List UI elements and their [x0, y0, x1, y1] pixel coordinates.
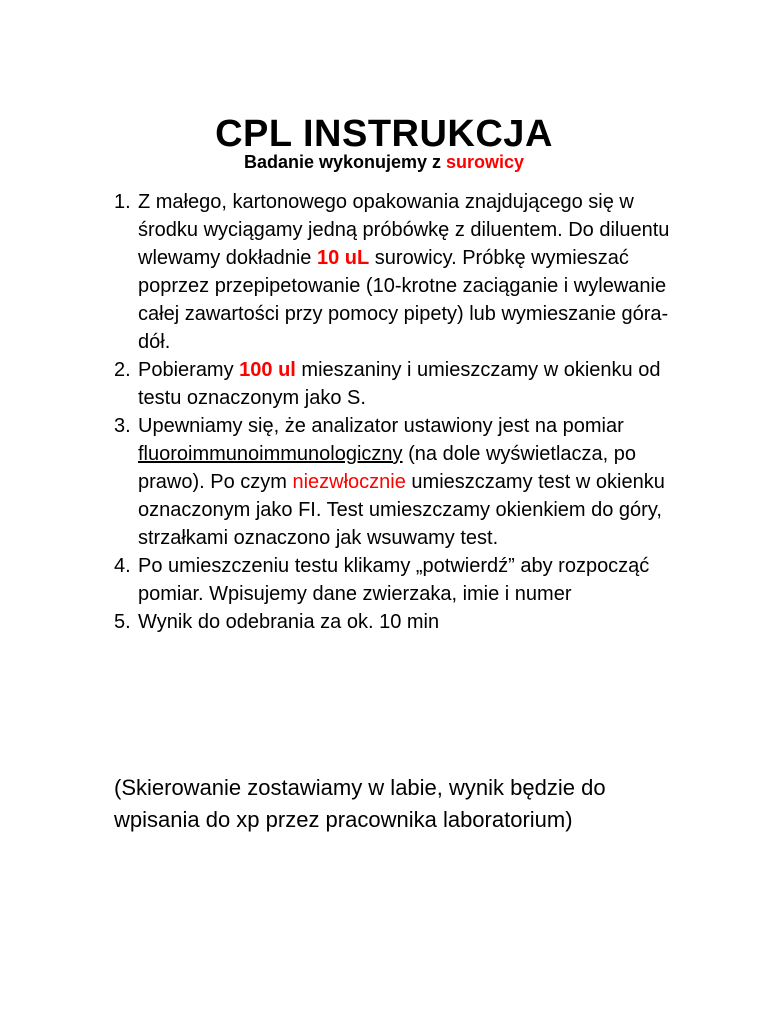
- step-number: 5.: [114, 611, 131, 633]
- list-item: [114, 412, 694, 552]
- step-highlight: 100 ul: [239, 359, 296, 381]
- step-underlined-term: fluoroimmunoimmunologiczny: [138, 443, 403, 465]
- step-text: Po umieszczeniu testu klikamy „potwierdź” aby rozpocząć pomiar. Wpisujemy dane zwierzaka, imie i numer: [138, 555, 650, 605]
- instruction-list: [114, 188, 694, 636]
- list-item: [114, 608, 694, 636]
- step-number: 1.: [114, 191, 131, 213]
- step-text: Z małego, kartonowego opakowania znajdującego się w środku wyciągamy jedną próbówkę z diluentem. Do diluentu wlewamy dokładnie: [138, 191, 670, 269]
- step-highlight: niezwłocznie: [292, 471, 406, 493]
- list-item: [114, 552, 694, 608]
- step-text: umieszczamy test w okienku oznaczonym jako FI. Test umieszczamy okienkiem do góry, strzałkami oznaczono jak wsuwamy test.: [138, 471, 665, 549]
- step-text: Upewniamy się, że analizator ustawiony jest na pomiar: [138, 415, 624, 437]
- step-text: surowicy. Próbkę wymieszać poprzez przepipetowanie (10-krotne zaciąganie i wylewanie całej zawartości przy pomocy pipety) lub wymieszanie góra-dół.: [138, 247, 669, 353]
- list-item: [114, 356, 694, 412]
- subtitle-highlight: surowicy: [446, 152, 525, 172]
- step-number: 4.: [114, 555, 131, 577]
- step-text: Pobieramy: [138, 359, 240, 381]
- step-number: 2.: [114, 359, 131, 381]
- step-number: 3.: [114, 415, 131, 437]
- page-title: CPL INSTRUKCJA: [215, 113, 553, 156]
- subtitle-prefix: Badanie wykonujemy z: [243, 152, 447, 172]
- subtitle: [0, 152, 768, 173]
- step-highlight: 10 uL: [316, 247, 370, 269]
- step-text: mieszaniny i umieszczamy w okienku od testu oznaczonym jako S.: [138, 359, 661, 409]
- list-item: [114, 188, 694, 356]
- step-text: (na dole wyświetlacza, po prawo). Po czym: [138, 443, 637, 493]
- footnote: (Skierowanie zostawiamy w labie, wynik będzie do wpisania do xp przez pracownika laboratorium): [114, 775, 606, 832]
- step-text: Wynik do odebrania za ok. 10 min: [138, 611, 440, 633]
